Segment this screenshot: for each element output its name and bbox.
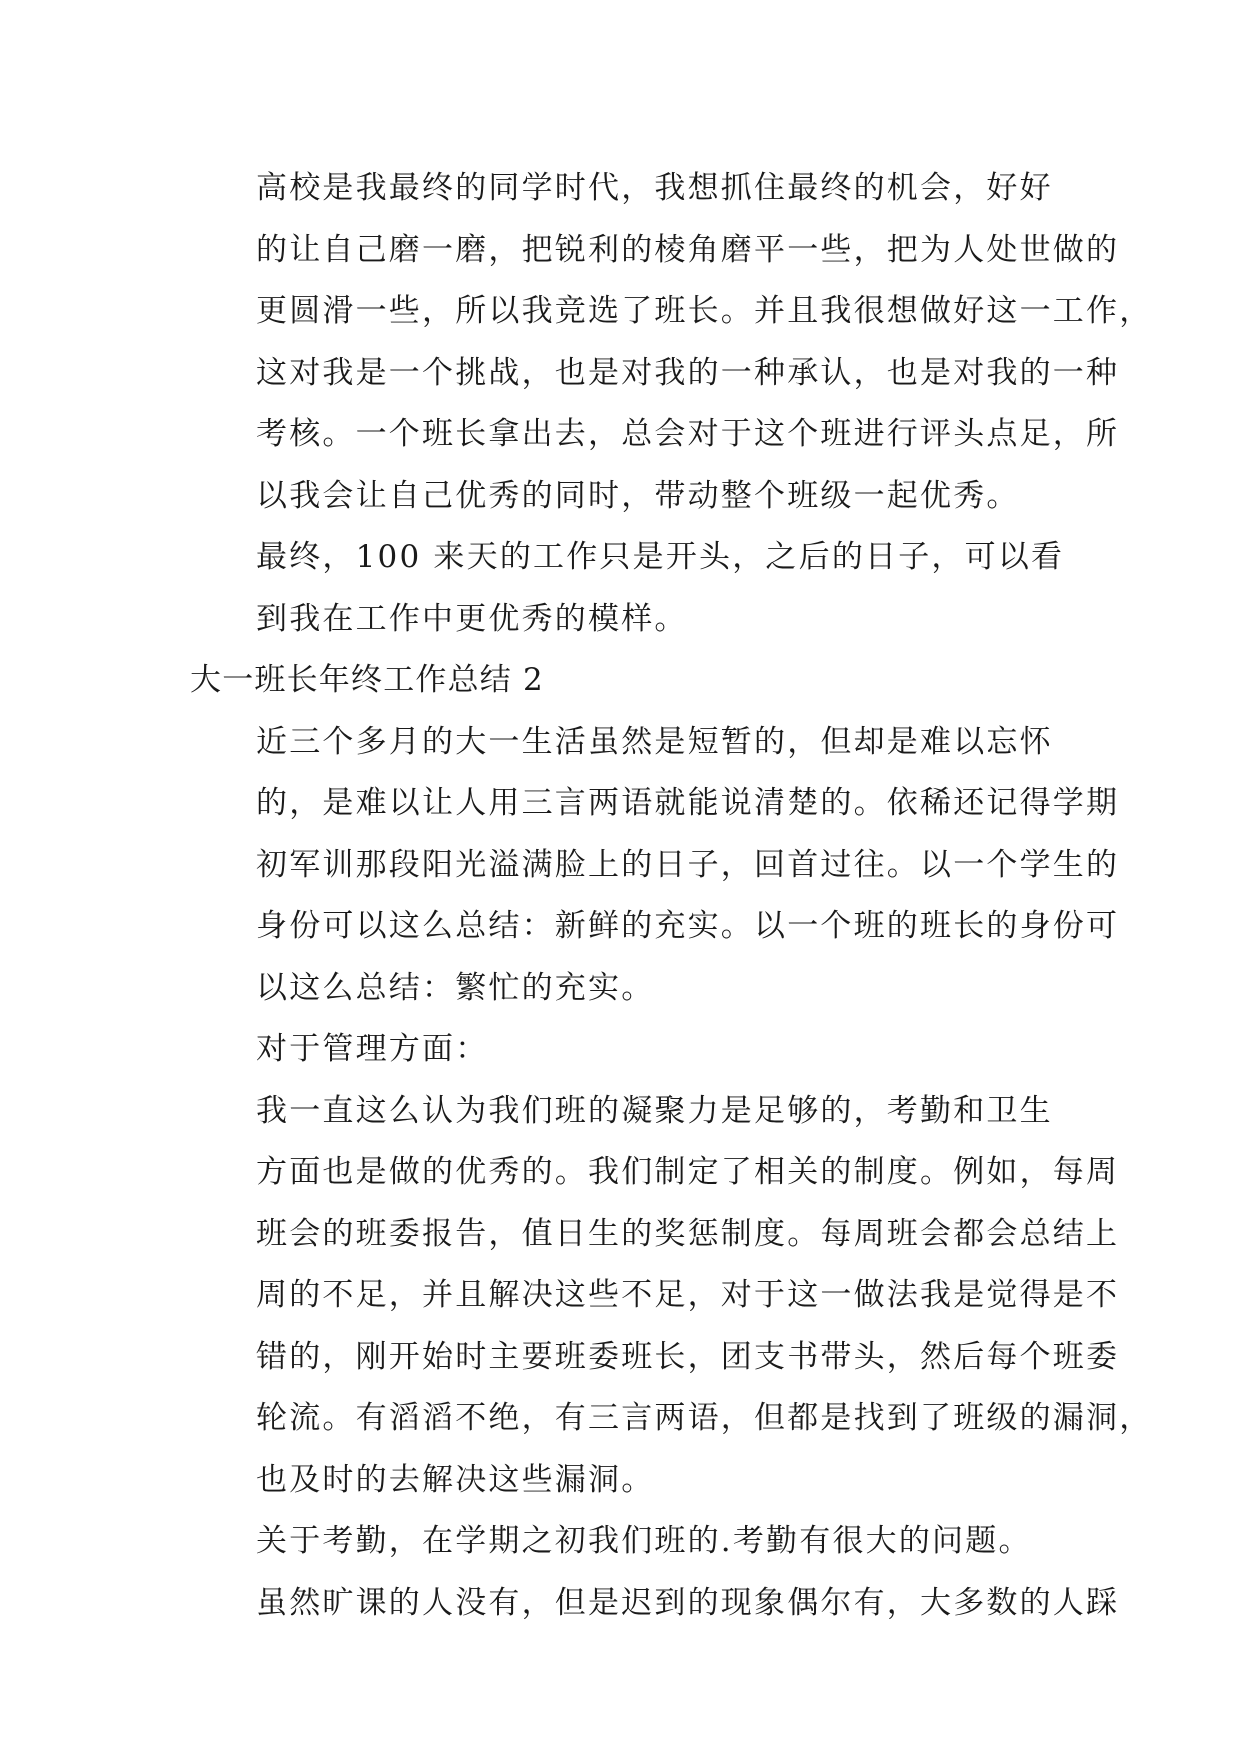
- paragraph-management: [190, 1081, 1153, 1512]
- text-line: 考核。一个班长拿出去，总会对于这个班进行评头点足，所: [256, 416, 1120, 452]
- text-line: 的让自己磨一磨，把锐利的棱角磨平一些，把为人处世做的: [256, 231, 1120, 268]
- paragraph-attendance: [190, 1511, 1120, 1634]
- text-line: 这对我是一个挑战，也是对我的一种承认，也是对我的一种: [256, 354, 1120, 391]
- paragraph-conclusion: [190, 527, 1065, 650]
- section-heading: [190, 650, 1045, 712]
- text-line: 周的不足，并且解决这些不足，对于这一做法我是觉得是不: [256, 1277, 1120, 1313]
- text-line: 班会的班委报告，值日生的奖惩制度。每周班会都会总结上: [256, 1215, 1120, 1252]
- text-line: 错的，刚开始时主要班委班长，团支书带头，然后每个班委: [256, 1338, 1120, 1375]
- text-line: 关于考勤，在学期之初我们班的.考勤有很大的问题。: [256, 1523, 1032, 1559]
- text-line: 近三个多月的大一生活虽然是短暂的，但却是难以忘怀: [256, 723, 1053, 760]
- paragraph-class-monitor-motivation: [190, 158, 1153, 527]
- text-line: 对于管理方面：: [256, 1031, 489, 1067]
- text-line: 身份可以这么总结：新鲜的充实。以一个班的班长的身份可: [256, 908, 1120, 944]
- text-line: 也及时的去解决这些漏洞。: [256, 1461, 655, 1498]
- text-line: 初军训那段阳光溢满脸上的日子，回首过往。以一个学生的: [256, 846, 1120, 883]
- text-line: 我一直这么认为我们班的凝聚力是足够的，考勤和卫生: [256, 1092, 1053, 1129]
- text-line: 以这么总结：繁忙的充实。: [256, 969, 655, 1006]
- text-line: 的，是难以让人用三言两语就能说清楚的。依稀还记得学期: [256, 785, 1120, 821]
- text-line: 更圆滑一些，所以我竞选了班长。并且我很想做好这一工作，: [256, 293, 1153, 329]
- heading-text: 大一班长年终工作总结 2: [190, 662, 544, 698]
- document-body: [190, 158, 1153, 1634]
- paragraph-management-heading: [190, 1019, 1045, 1081]
- text-line: 高校是我最终的同学时代，我想抓住最终的机会，好好: [256, 170, 1053, 206]
- text-line: 虽然旷课的人没有，但是迟到的现象偶尔有，大多数的人踩: [256, 1584, 1120, 1621]
- text-line: 以我会让自己优秀的同时，带动整个班级一起优秀。: [256, 477, 1020, 514]
- text-line: 方面也是做的优秀的。我们制定了相关的制度。例如，每周: [256, 1154, 1120, 1190]
- text-line: 最终，100 来天的工作只是开头，之后的日子，可以看: [256, 539, 1065, 575]
- text-line: 轮流。有滔滔不绝，有三言两语，但都是找到了班级的漏洞，: [256, 1400, 1153, 1436]
- paragraph-intro: [190, 712, 1120, 1020]
- text-line: 到我在工作中更优秀的模样。: [256, 600, 688, 637]
